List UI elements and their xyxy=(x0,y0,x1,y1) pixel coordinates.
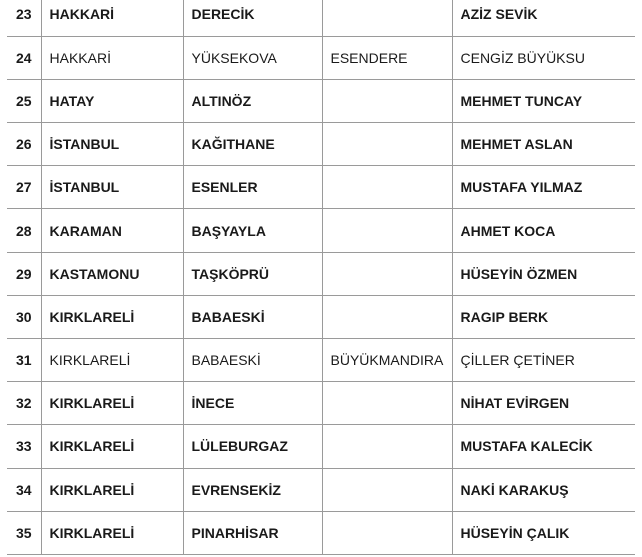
row-number: 26 xyxy=(7,123,41,166)
town-cell xyxy=(322,123,452,166)
mayor-name-cell: RAGIP BERK xyxy=(452,295,635,338)
province-cell: KARAMAN xyxy=(41,209,183,252)
table-body xyxy=(7,0,635,554)
row-number: 34 xyxy=(7,468,41,511)
mayor-name-cell: HÜSEYİN ÖZMEN xyxy=(452,252,635,295)
mayor-name-cell: AZİZ SEVİK xyxy=(452,0,635,36)
row-number: 25 xyxy=(7,79,41,122)
town-cell xyxy=(322,166,452,209)
town-cell xyxy=(322,252,452,295)
district-cell: DERECİK xyxy=(183,0,322,36)
row-number: 32 xyxy=(7,382,41,425)
district-cell: PINARHİSAR xyxy=(183,511,322,554)
province-cell: İSTANBUL xyxy=(41,123,183,166)
table-row xyxy=(7,295,635,338)
town-cell xyxy=(322,295,452,338)
province-cell: KIRKLARELİ xyxy=(41,425,183,468)
table-row xyxy=(7,252,635,295)
district-cell: EVRENSEKİZ xyxy=(183,468,322,511)
mayor-table-container xyxy=(7,0,635,555)
province-cell: KIRKLARELİ xyxy=(41,468,183,511)
table-row xyxy=(7,511,635,554)
province-cell: HAKKARİ xyxy=(41,36,183,79)
province-cell: KIRKLARELİ xyxy=(41,295,183,338)
province-cell: KIRKLARELİ xyxy=(41,511,183,554)
mayor-name-cell: ÇİLLER ÇETİNER xyxy=(452,339,635,382)
row-number: 23 xyxy=(7,0,41,36)
district-cell: LÜLEBURGAZ xyxy=(183,425,322,468)
table-row xyxy=(7,123,635,166)
table-row xyxy=(7,79,635,122)
row-number: 31 xyxy=(7,339,41,382)
mayor-name-cell: MUSTAFA YILMAZ xyxy=(452,166,635,209)
row-number: 29 xyxy=(7,252,41,295)
table-row xyxy=(7,209,635,252)
mayor-name-cell: NİHAT EVİRGEN xyxy=(452,382,635,425)
table-row xyxy=(7,0,635,36)
row-number: 24 xyxy=(7,36,41,79)
table-row xyxy=(7,468,635,511)
mayor-name-cell: MUSTAFA KALECİK xyxy=(452,425,635,468)
district-cell: TAŞKÖPRÜ xyxy=(183,252,322,295)
row-number: 27 xyxy=(7,166,41,209)
mayor-name-cell: MEHMET ASLAN xyxy=(452,123,635,166)
table-row xyxy=(7,339,635,382)
town-cell xyxy=(322,382,452,425)
district-cell: BAŞYAYLA xyxy=(183,209,322,252)
row-number: 30 xyxy=(7,295,41,338)
town-cell xyxy=(322,209,452,252)
province-cell: KASTAMONU xyxy=(41,252,183,295)
town-cell: BÜYÜKMANDIRA xyxy=(322,339,452,382)
district-cell: BABAESKİ xyxy=(183,339,322,382)
row-number: 33 xyxy=(7,425,41,468)
mayor-name-cell: HÜSEYİN ÇALIK xyxy=(452,511,635,554)
table-row xyxy=(7,36,635,79)
town-cell xyxy=(322,0,452,36)
district-cell: YÜKSEKOVA xyxy=(183,36,322,79)
table-row xyxy=(7,382,635,425)
district-cell: ALTINÖZ xyxy=(183,79,322,122)
mayor-name-cell: NAKİ KARAKUŞ xyxy=(452,468,635,511)
province-cell: HAKKARİ xyxy=(41,0,183,36)
province-cell: İSTANBUL xyxy=(41,166,183,209)
district-cell: KAĞITHANE xyxy=(183,123,322,166)
town-cell: ESENDERE xyxy=(322,36,452,79)
town-cell xyxy=(322,425,452,468)
mayor-name-cell: MEHMET TUNCAY xyxy=(452,79,635,122)
mayor-table xyxy=(7,0,635,555)
province-cell: HATAY xyxy=(41,79,183,122)
town-cell xyxy=(322,79,452,122)
province-cell: KIRKLARELİ xyxy=(41,382,183,425)
row-number: 35 xyxy=(7,511,41,554)
district-cell: ESENLER xyxy=(183,166,322,209)
row-number: 28 xyxy=(7,209,41,252)
mayor-name-cell: CENGİZ BÜYÜKSU xyxy=(452,36,635,79)
table-row xyxy=(7,166,635,209)
mayor-name-cell: AHMET KOCA xyxy=(452,209,635,252)
town-cell xyxy=(322,468,452,511)
district-cell: BABAESKİ xyxy=(183,295,322,338)
province-cell: KIRKLARELİ xyxy=(41,339,183,382)
table-row xyxy=(7,425,635,468)
town-cell xyxy=(322,511,452,554)
district-cell: İNECE xyxy=(183,382,322,425)
